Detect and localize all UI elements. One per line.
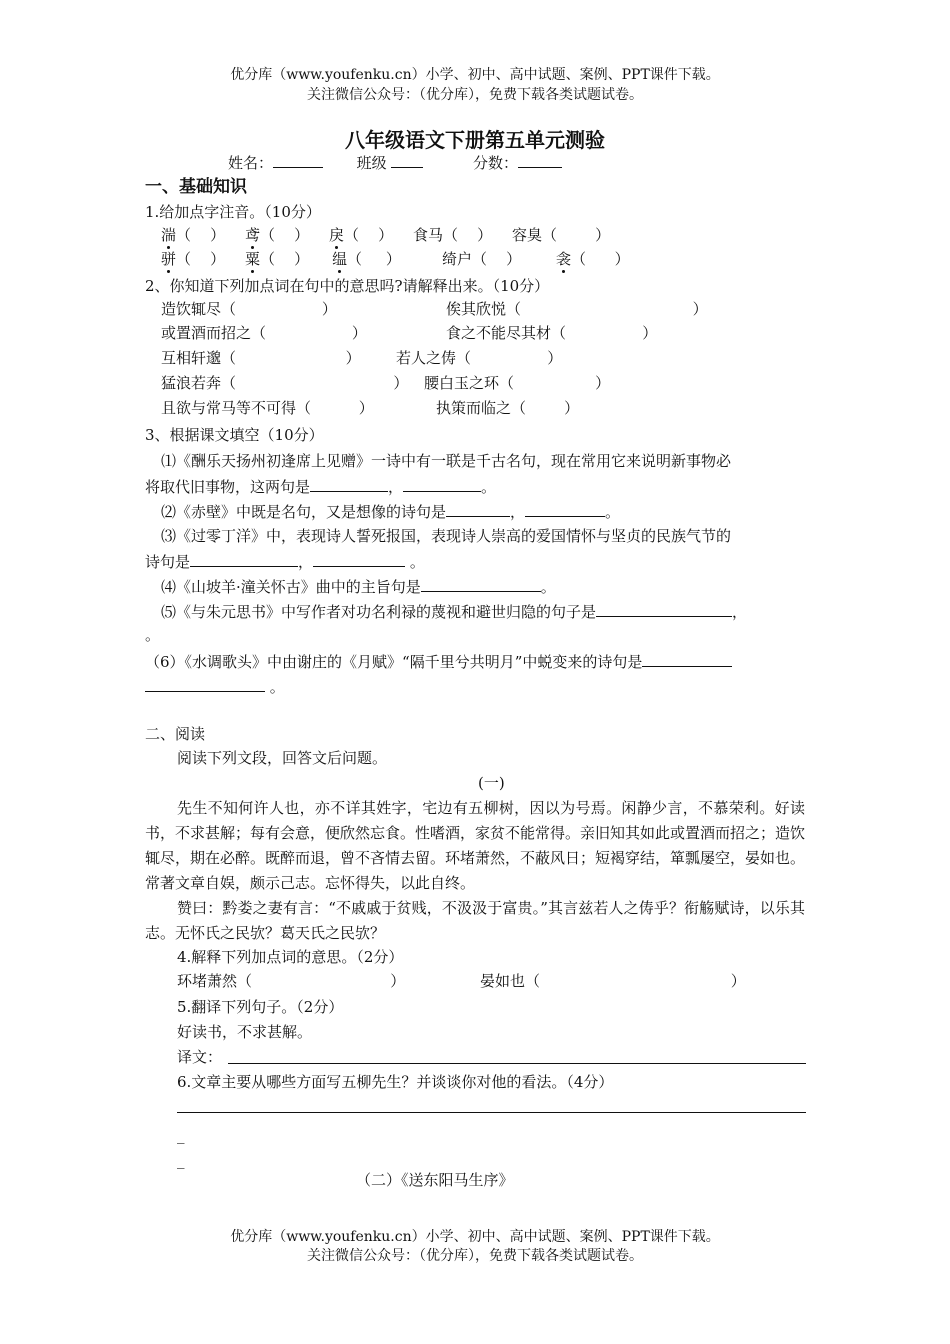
fill-5: ⑸《与朱元思书》中写作者对功名利禄的蔑视和避世归隐的句子是 ， <box>161 600 747 623</box>
q1-char: 食马 <box>413 226 444 244</box>
answer-dash: _ <box>177 1151 185 1169</box>
q3-prompt: 3、根据课文填空（10分） <box>145 426 324 444</box>
passage-1-para-2: 赞曰：黔娄之妻有言：“不戚戚于贫贱，不汲汲于富贵。”其言兹若人之俦乎？衔觞赋诗，以乐其志。无怀氏之民欤？葛天氏之民欤？ <box>145 899 805 942</box>
q5-prompt: 5.翻译下列句子。（2分） <box>177 998 344 1016</box>
q5-translation-label: 译文： <box>177 1048 223 1066</box>
fill-5-end: 。 <box>145 626 161 644</box>
blank[interactable] <box>642 650 732 667</box>
site-header-line1: 优分库（www.youfenku.cn）小学、初中、高中试题、案例、PPT课件下载。 <box>230 67 720 83</box>
q5-sentence: 好读书，不求甚解。 <box>177 1023 313 1041</box>
q6-answer-line[interactable] <box>177 1112 806 1113</box>
q4-item: 环堵萧然（ ） <box>177 972 406 990</box>
q2-item: 猛浪若奔（ ） <box>161 374 409 392</box>
blank[interactable] <box>145 675 265 692</box>
fill-6: （6）《水调歌头》中由谢庄的《月赋》“隔千里兮共明月”中蜕变来的诗句是 <box>145 650 732 673</box>
q1-char: 鸢 <box>245 226 261 244</box>
fill-6-cont: 。 <box>145 675 285 698</box>
blank[interactable] <box>313 550 405 567</box>
blank[interactable] <box>403 475 481 492</box>
q1-char: 缊 <box>332 250 348 268</box>
q2-item: 食之不能尽其材（ ） <box>446 324 658 342</box>
q2-prompt: 2、你知道下列加点词在句中的意思吗?请解释出来。（10分） <box>145 277 550 295</box>
q2-item: 或置酒而招之（ ） <box>161 324 367 342</box>
q1-char: 绮户 <box>442 250 473 268</box>
fill-1a: ⑴《酬乐天扬州初逢席上见赠》一诗中有一联是千古名句，现在常用它来说明新事物必 <box>161 452 732 470</box>
reading-intro: 阅读下列文段，回答文后问题。 <box>177 749 388 767</box>
q2-item: 互相轩邈（ ） <box>161 349 361 367</box>
q6-prompt: 6.文章主要从哪些方面写五柳先生？并谈谈你对他的看法。（4分） <box>177 1073 614 1091</box>
fill-3a: ⑶《过零丁洋》中，表现诗人誓死报国，表现诗人崇高的爱国情怀与坚贞的民族气节的 <box>161 527 732 545</box>
q1-char: 戾 <box>329 226 345 244</box>
name-label: 姓名： <box>228 154 274 172</box>
score-label: 分数： <box>472 154 518 172</box>
q1-char: 衾 <box>556 250 572 268</box>
student-info <box>228 151 562 174</box>
blank[interactable] <box>446 500 510 517</box>
passage-1-para-1: 先生不知何许人也，亦不详其姓字，宅边有五柳树，因以为号焉。闲静少言，不慕荣利。好读书，不求甚解；每有会意，便欣然忘食。性嗜酒，家贫不能常得。亲旧知其如此或置酒而招之；造饮辄尽，期在必醉。既醉而退，曾不吝情去留。环堵萧然，不蔽风日；短褐穿结，箪瓢屡空，晏如也。常著文章自娱，颇示己志。忘怀得失，以此自终。 <box>145 799 806 892</box>
q2-item: 造饮辄尽（ ） <box>161 300 337 318</box>
site-header-line2: 关注微信公众号：（优分库），免费下载各类试题试卷。 <box>307 87 643 103</box>
q1-char: 湍 <box>161 226 177 244</box>
passage-2-label: （二）《送东阳马生序》 <box>356 1171 514 1189</box>
fill-1b: 将取代旧事物，这两句是 ， 。 <box>145 475 496 498</box>
translation-answer-line[interactable] <box>228 1063 806 1064</box>
q1-char: 容臭 <box>512 226 543 244</box>
answer-dash: _ <box>177 1126 185 1144</box>
class-blank[interactable] <box>391 151 423 168</box>
fill-3b: 诗句是 ， 。 <box>145 550 425 573</box>
fill-2: ⑵《赤壁》中既是名句，又是想像的诗句是 ， 。 <box>161 500 620 523</box>
blank[interactable] <box>596 600 732 617</box>
blank[interactable] <box>310 475 388 492</box>
q1-prompt: 1.给加点字注音。（10分） <box>145 203 321 221</box>
q2-item: 且欲与常马等不可得（ ） <box>161 399 374 417</box>
q1-char: 骈 <box>161 250 177 268</box>
fill-4: ⑷《山坡羊·潼关怀古》曲中的主旨句是 。 <box>161 575 556 598</box>
blank[interactable] <box>421 575 541 592</box>
q2-item: 执策而临之（ ） <box>436 399 580 417</box>
name-blank[interactable] <box>273 151 323 168</box>
site-footer-line2: 关注微信公众号：（优分库），免费下载各类试题试卷。 <box>307 1248 643 1264</box>
q2-item: 腰白玉之环（ ） <box>424 374 611 392</box>
site-footer-line1: 优分库（www.youfenku.cn）小学、初中、高中试题、案例、PPT课件下载。 <box>230 1229 720 1245</box>
section-2-heading: 二、阅读 <box>145 725 206 743</box>
q1-char: 粟 <box>245 250 261 268</box>
q4-prompt: 4.解释下列加点词的意思。（2分） <box>177 948 404 966</box>
class-label: 班级 <box>356 154 387 172</box>
section-1-heading: 一、基础知识 <box>145 177 247 197</box>
page-title: 八年级语文下册第五单元测验 <box>345 128 605 152</box>
blank[interactable] <box>525 500 605 517</box>
q2-item: 俟其欣悦（ ） <box>446 300 708 318</box>
q2-item: 若人之俦（ ） <box>396 349 563 367</box>
score-blank[interactable] <box>518 151 562 168</box>
passage-1-label: (一) <box>478 774 505 792</box>
q4-item: 晏如也（ ） <box>480 972 746 990</box>
blank[interactable] <box>190 550 298 567</box>
